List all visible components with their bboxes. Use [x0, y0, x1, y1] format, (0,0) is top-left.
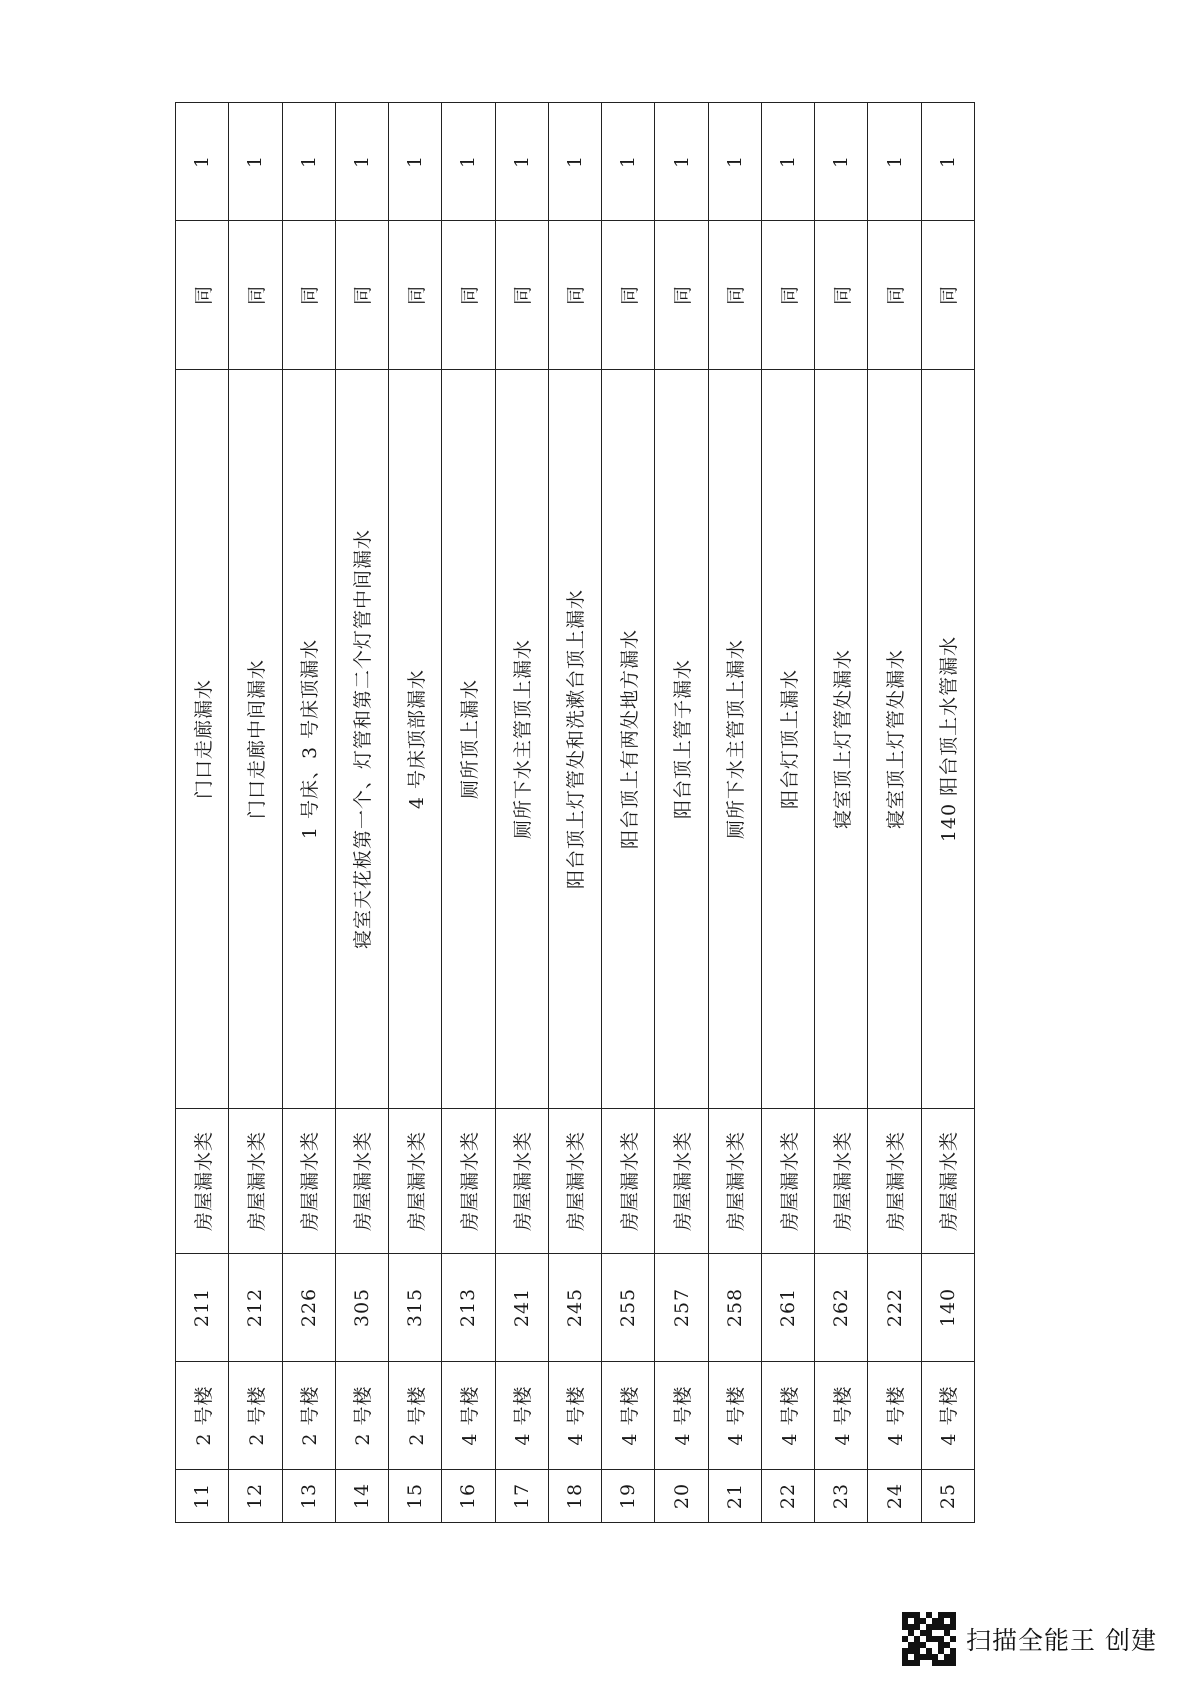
- building-cell: 4 号楼: [868, 1362, 921, 1470]
- row-number-cell: 21: [708, 1470, 761, 1523]
- building-cell: 4 号楼: [602, 1362, 655, 1470]
- quantity-cell: 1: [442, 103, 495, 221]
- description-cell: 阳台顶上有两处地方漏水: [602, 370, 655, 1109]
- quantity-cell: 1: [335, 103, 388, 221]
- table-row: [229, 103, 282, 1523]
- table-row: [442, 103, 495, 1523]
- row-number-cell: 19: [602, 1470, 655, 1523]
- category-cell: 房屋漏水类: [442, 1109, 495, 1254]
- rotated-table-container: [175, 103, 975, 1523]
- row-number-cell: 12: [229, 1470, 282, 1523]
- description-cell: 寝室天花板第一个、灯管和第二个灯管中间漏水: [335, 370, 388, 1109]
- row-number-cell: 24: [868, 1470, 921, 1523]
- row-number-cell: 11: [176, 1470, 229, 1523]
- row-number-cell: 22: [761, 1470, 814, 1523]
- note-cell: 同: [761, 221, 814, 370]
- room-number-cell: 222: [868, 1254, 921, 1362]
- note-cell: 同: [708, 221, 761, 370]
- room-number-cell: 226: [282, 1254, 335, 1362]
- category-cell: 房屋漏水类: [176, 1109, 229, 1254]
- building-cell: 4 号楼: [815, 1362, 868, 1470]
- category-cell: 房屋漏水类: [708, 1109, 761, 1254]
- quantity-cell: 1: [548, 103, 601, 221]
- building-cell: 2 号楼: [282, 1362, 335, 1470]
- description-cell: 140 阳台顶上水管漏水: [921, 370, 974, 1109]
- quantity-cell: 1: [176, 103, 229, 221]
- building-cell: 4 号楼: [761, 1362, 814, 1470]
- room-number-cell: 140: [921, 1254, 974, 1362]
- table-row: [389, 103, 442, 1523]
- building-cell: 2 号楼: [389, 1362, 442, 1470]
- building-cell: 4 号楼: [548, 1362, 601, 1470]
- quantity-cell: 1: [761, 103, 814, 221]
- description-cell: 4 号床顶部漏水: [389, 370, 442, 1109]
- description-cell: 1 号床、3 号床顶漏水: [282, 370, 335, 1109]
- table-row: [176, 103, 229, 1523]
- table-row: [921, 103, 974, 1523]
- note-cell: 同: [229, 221, 282, 370]
- room-number-cell: 211: [176, 1254, 229, 1362]
- building-cell: 4 号楼: [442, 1362, 495, 1470]
- quantity-cell: 1: [495, 103, 548, 221]
- category-cell: 房屋漏水类: [335, 1109, 388, 1254]
- room-number-cell: 315: [389, 1254, 442, 1362]
- description-cell: 厕所下水主管顶上漏水: [495, 370, 548, 1109]
- description-cell: 厕所下水主管顶上漏水: [708, 370, 761, 1109]
- room-number-cell: 257: [655, 1254, 708, 1362]
- description-cell: 厕所顶上漏水: [442, 370, 495, 1109]
- qr-code-icon: [902, 1612, 956, 1666]
- description-cell: 寝室顶上灯管处漏水: [815, 370, 868, 1109]
- room-number-cell: 255: [602, 1254, 655, 1362]
- category-cell: 房屋漏水类: [921, 1109, 974, 1254]
- quantity-cell: 1: [229, 103, 282, 221]
- room-number-cell: 305: [335, 1254, 388, 1362]
- note-cell: 同: [282, 221, 335, 370]
- repair-list-table: [175, 102, 975, 1523]
- description-cell: 阳台顶上灯管处和洗漱台顶上漏水: [548, 370, 601, 1109]
- building-cell: 4 号楼: [495, 1362, 548, 1470]
- room-number-cell: 258: [708, 1254, 761, 1362]
- category-cell: 房屋漏水类: [495, 1109, 548, 1254]
- row-number-cell: 20: [655, 1470, 708, 1523]
- room-number-cell: 245: [548, 1254, 601, 1362]
- category-cell: 房屋漏水类: [229, 1109, 282, 1254]
- room-number-cell: 262: [815, 1254, 868, 1362]
- description-cell: 阳台灯顶上漏水: [761, 370, 814, 1109]
- building-cell: 4 号楼: [655, 1362, 708, 1470]
- quantity-cell: 1: [868, 103, 921, 221]
- building-cell: 2 号楼: [176, 1362, 229, 1470]
- note-cell: 同: [335, 221, 388, 370]
- category-cell: 房屋漏水类: [282, 1109, 335, 1254]
- table-row: [868, 103, 921, 1523]
- row-number-cell: 23: [815, 1470, 868, 1523]
- category-cell: 房屋漏水类: [389, 1109, 442, 1254]
- note-cell: 同: [815, 221, 868, 370]
- room-number-cell: 212: [229, 1254, 282, 1362]
- row-number-cell: 18: [548, 1470, 601, 1523]
- note-cell: 同: [442, 221, 495, 370]
- note-cell: 同: [602, 221, 655, 370]
- room-number-cell: 261: [761, 1254, 814, 1362]
- category-cell: 房屋漏水类: [548, 1109, 601, 1254]
- row-number-cell: 15: [389, 1470, 442, 1523]
- category-cell: 房屋漏水类: [868, 1109, 921, 1254]
- quantity-cell: 1: [815, 103, 868, 221]
- quantity-cell: 1: [282, 103, 335, 221]
- table-row: [495, 103, 548, 1523]
- table-row: [815, 103, 868, 1523]
- quantity-cell: 1: [389, 103, 442, 221]
- note-cell: 同: [655, 221, 708, 370]
- category-cell: 房屋漏水类: [815, 1109, 868, 1254]
- table-row: [548, 103, 601, 1523]
- row-number-cell: 13: [282, 1470, 335, 1523]
- quantity-cell: 1: [655, 103, 708, 221]
- table-row: [761, 103, 814, 1523]
- description-cell: 阳台顶上管子漏水: [655, 370, 708, 1109]
- table-row: [335, 103, 388, 1523]
- row-number-cell: 14: [335, 1470, 388, 1523]
- note-cell: 同: [389, 221, 442, 370]
- row-number-cell: 25: [921, 1470, 974, 1523]
- note-cell: 同: [868, 221, 921, 370]
- note-cell: 同: [176, 221, 229, 370]
- quantity-cell: 1: [602, 103, 655, 221]
- description-cell: 门口走廊漏水: [176, 370, 229, 1109]
- scanner-watermark: [902, 1612, 1157, 1666]
- table-row: [655, 103, 708, 1523]
- building-cell: 4 号楼: [708, 1362, 761, 1470]
- building-cell: 2 号楼: [335, 1362, 388, 1470]
- table-row: [602, 103, 655, 1523]
- building-cell: 2 号楼: [229, 1362, 282, 1470]
- note-cell: 同: [921, 221, 974, 370]
- quantity-cell: 1: [708, 103, 761, 221]
- room-number-cell: 241: [495, 1254, 548, 1362]
- building-cell: 4 号楼: [921, 1362, 974, 1470]
- description-cell: 门口走廊中间漏水: [229, 370, 282, 1109]
- category-cell: 房屋漏水类: [655, 1109, 708, 1254]
- table-row: [708, 103, 761, 1523]
- note-cell: 同: [548, 221, 601, 370]
- watermark-text: 扫描全能王 创建: [966, 1626, 1157, 1655]
- category-cell: 房屋漏水类: [602, 1109, 655, 1254]
- description-cell: 寝室顶上灯管处漏水: [868, 370, 921, 1109]
- note-cell: 同: [495, 221, 548, 370]
- row-number-cell: 17: [495, 1470, 548, 1523]
- room-number-cell: 213: [442, 1254, 495, 1362]
- row-number-cell: 16: [442, 1470, 495, 1523]
- table-row: [282, 103, 335, 1523]
- category-cell: 房屋漏水类: [761, 1109, 814, 1254]
- quantity-cell: 1: [921, 103, 974, 221]
